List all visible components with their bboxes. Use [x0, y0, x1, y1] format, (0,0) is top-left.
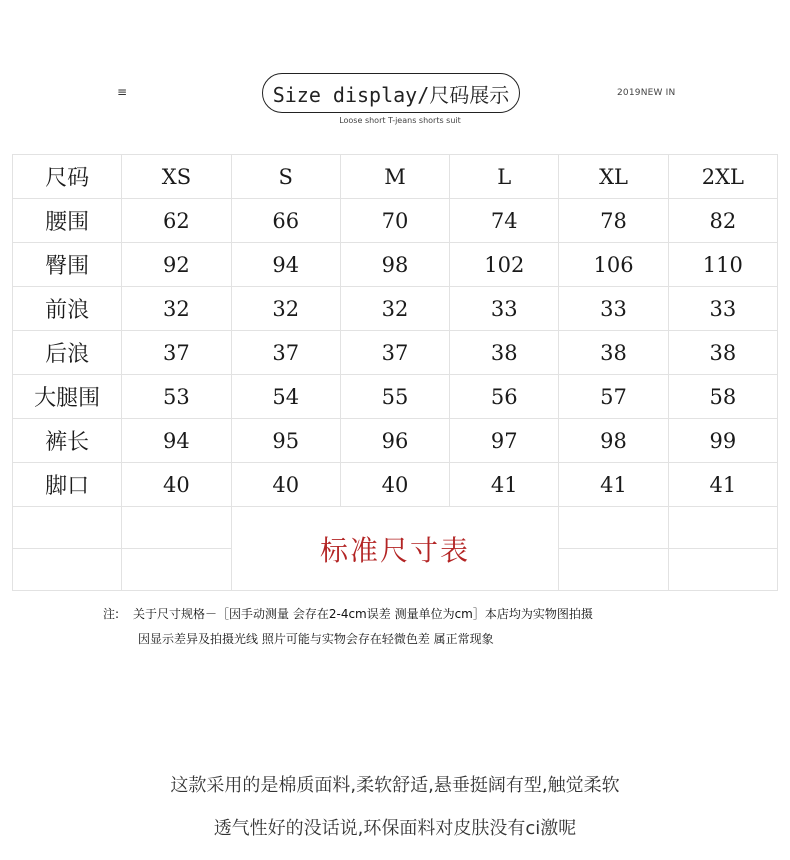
column-header: XS [122, 155, 231, 199]
table-cell: 66 [231, 199, 340, 243]
row-label: 裤长 [13, 419, 122, 463]
table-cell: 41 [450, 463, 559, 507]
blank-cell [668, 507, 777, 549]
table-row [13, 375, 778, 419]
table-cell: 32 [340, 287, 449, 331]
table-cell: 33 [450, 287, 559, 331]
description-line-2: 透气性好的没话说,环保面料对皮肤没有ci激呢 [213, 818, 577, 839]
table-cell: 41 [668, 463, 777, 507]
table-row [13, 243, 778, 287]
table-cell: 82 [668, 199, 777, 243]
table-cell: 40 [231, 463, 340, 507]
table-cell: 38 [668, 331, 777, 375]
row-label: 后浪 [13, 331, 122, 375]
table-cell: 32 [122, 287, 231, 331]
table-cell: 92 [122, 243, 231, 287]
table-cell: 110 [668, 243, 777, 287]
table-cell: 54 [231, 375, 340, 419]
table-cell: 95 [231, 419, 340, 463]
table-cell: 37 [231, 331, 340, 375]
table-cell: 70 [340, 199, 449, 243]
table-cell: 37 [122, 331, 231, 375]
blank-cell [122, 507, 231, 549]
table-cell: 62 [122, 199, 231, 243]
blank-cell [122, 549, 231, 591]
new-in-tag: 2019NEW IN [617, 88, 676, 98]
measurement-note [103, 602, 593, 652]
stamp-cell [231, 507, 559, 591]
table-cell: 37 [340, 331, 449, 375]
table-cell: 97 [450, 419, 559, 463]
table-cell: 98 [340, 243, 449, 287]
standard-size-chart-stamp: 标准尺寸表 [319, 533, 470, 567]
table-cell: 58 [668, 375, 777, 419]
column-header: M [340, 155, 449, 199]
page-subtitle: Loose short T-jeans shorts suit [339, 116, 461, 125]
table-cell: 40 [122, 463, 231, 507]
note-text-1: 关于尺寸规格－［因手动测量 会存在2-4cm误差 测量单位为cm］本店均为实物图拍摄 [133, 607, 593, 621]
table-cell: 33 [559, 287, 668, 331]
table-cell: 56 [450, 375, 559, 419]
table-cell: 99 [668, 419, 777, 463]
column-header: XL [559, 155, 668, 199]
table-header-row [13, 155, 778, 199]
column-header: L [450, 155, 559, 199]
table-row [13, 331, 778, 375]
blank-cell [13, 507, 122, 549]
blank-cell [13, 549, 122, 591]
table-row [13, 463, 778, 507]
table-cell: 55 [340, 375, 449, 419]
blank-cell [559, 549, 668, 591]
table-cell: 38 [450, 331, 559, 375]
blank-cell [668, 549, 777, 591]
note-line-2: 因显示差异及拍摄光线 照片可能与实物会存在轻微色差 属正常现象 [138, 632, 494, 646]
table-row [13, 199, 778, 243]
row-label: 前浪 [13, 287, 122, 331]
column-header: 2XL [668, 155, 777, 199]
table-cell: 32 [231, 287, 340, 331]
table-cell: 98 [559, 419, 668, 463]
note-line-1 [103, 602, 593, 627]
size-chart-table [12, 154, 778, 591]
description-line-1: 这款采用的是棉质面料,柔软舒适,悬垂挺阔有型,触觉柔软 [170, 775, 620, 796]
column-header: S [231, 155, 340, 199]
note-prefix: 注: [103, 607, 120, 621]
table-cell: 96 [340, 419, 449, 463]
table-cell: 78 [559, 199, 668, 243]
table-row [13, 287, 778, 331]
menu-icon: ≡ [117, 85, 128, 99]
table-cell: 38 [559, 331, 668, 375]
table-cell: 41 [559, 463, 668, 507]
row-label: 臀围 [13, 243, 122, 287]
table-cell: 106 [559, 243, 668, 287]
table-cell: 57 [559, 375, 668, 419]
table-row [13, 419, 778, 463]
table-cell: 33 [668, 287, 777, 331]
row-label: 大腿围 [13, 375, 122, 419]
blank-cell [559, 507, 668, 549]
page-title: Size display/尺码展示 [262, 73, 520, 113]
table-cell: 102 [450, 243, 559, 287]
column-header: 尺码 [13, 155, 122, 199]
blank-row [13, 507, 778, 549]
table-cell: 94 [231, 243, 340, 287]
row-label: 脚口 [13, 463, 122, 507]
row-label: 腰围 [13, 199, 122, 243]
table-cell: 74 [450, 199, 559, 243]
table-cell: 40 [340, 463, 449, 507]
table-cell: 53 [122, 375, 231, 419]
table-cell: 94 [122, 419, 231, 463]
